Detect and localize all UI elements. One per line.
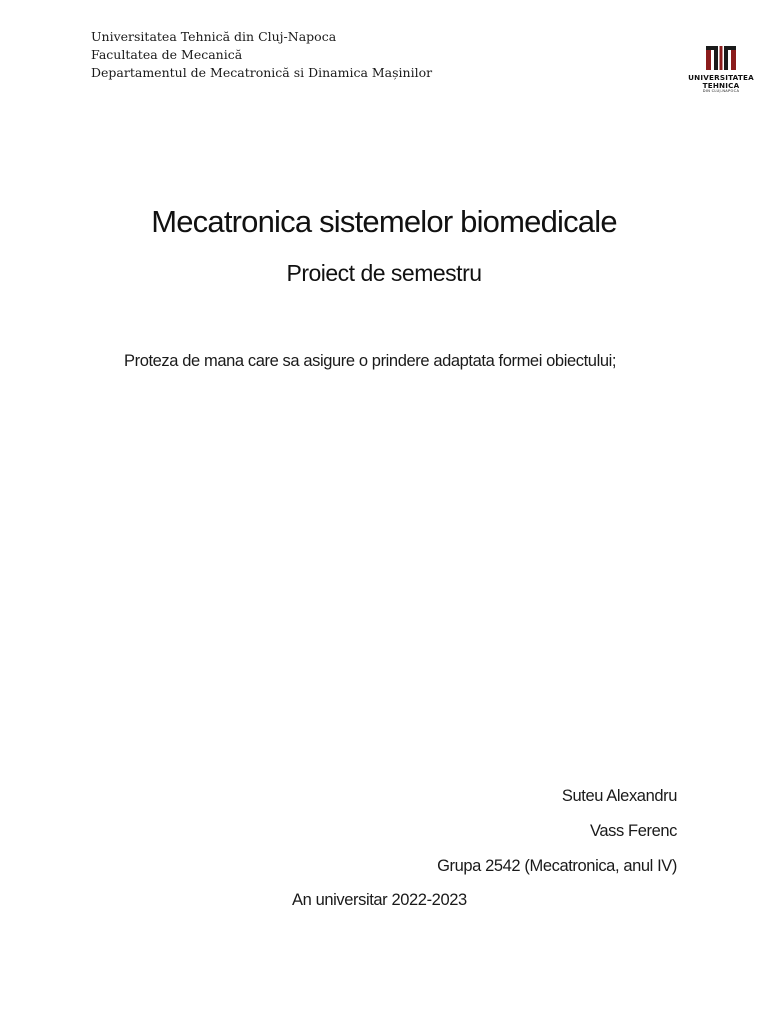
document-subtitle: Proiect de semestru — [286, 260, 482, 286]
logo-text-university: UNIVERSITATEA — [688, 73, 754, 82]
author-name: Vass Ferenc — [590, 822, 677, 840]
project-topic: Proteza de mana care sa asigure o prindere adaptata formei obiectului; — [124, 352, 617, 370]
authors-block — [437, 785, 677, 890]
document-title: Mecatronica sistemelor biomedicale — [151, 204, 617, 239]
academic-year: An universitar 2022-2023 — [292, 891, 467, 909]
institution-header — [91, 28, 432, 82]
university-logo-icon — [704, 44, 738, 72]
university-name: Universitatea Tehnică din Cluj-Napoca — [91, 29, 337, 44]
department-name: Departamentul de Mecatronică si Dinamica Mașinilor — [91, 65, 433, 80]
student-group: Grupa 2542 (Mecatronica, anul IV) — [437, 857, 677, 875]
logo-text-tehnica: TEHNICA — [702, 81, 740, 91]
logo-text-city: DIN CLUJ-NAPOCA — [702, 89, 740, 94]
faculty-name: Facultatea de Mecanică — [91, 47, 243, 62]
university-logo — [684, 44, 758, 98]
author-name: Suteu Alexandru — [561, 787, 677, 805]
